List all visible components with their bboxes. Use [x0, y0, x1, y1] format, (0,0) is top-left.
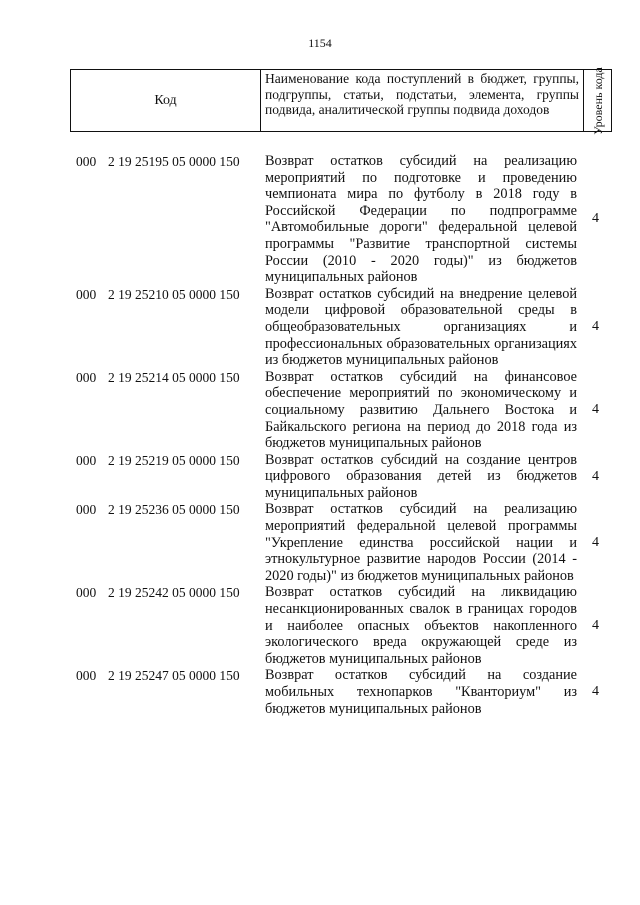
code-level: 4: [592, 211, 599, 227]
header-level-label: Уровень кода: [590, 66, 605, 135]
table-body: [70, 153, 612, 717]
admin-code: 000: [76, 369, 97, 385]
income-name: Возврат остатков субсидий на финансовое обеспечение мероприятий по экономическому и социальному развитию Дальнего Востока и Байкальского региона на период до 2018 года из бюджетов муниципальных районов: [265, 368, 577, 452]
income-name: Возврат остатков субсидий на реализацию мероприятий федеральной целевой программы "Укрепление единства российской нации и этнокультурное развитие народов России (2014 - 2020 годы)" из бюджетов муниципальных районов: [265, 501, 577, 584]
code-level: 4: [592, 617, 599, 633]
admin-code: 000: [76, 452, 97, 468]
table-row: [70, 286, 612, 369]
table-row: [70, 369, 612, 452]
table-row: [70, 667, 612, 717]
income-name: Возврат остатков субсидий на создание мобильных технопарков "Кванториум" из бюджетов муниципальных районов: [265, 667, 577, 717]
income-name: Возврат остатков субсидий на создание центров цифрового образования детей из бюджетов муниципальных районов: [265, 451, 577, 501]
header-name: Наименование кода поступлений в бюджет, группы, подгруппы, статьи, подстатьи, элемента, группы подвида, аналитической группы подвида доходов: [261, 70, 584, 131]
admin-code: 000: [76, 502, 97, 518]
admin-code: 000: [76, 585, 97, 601]
income-code: 2 19 25210 05 0000 150: [108, 286, 240, 302]
page-number: 1154: [308, 36, 332, 50]
code-level: 4: [592, 684, 599, 700]
income-code: 2 19 25247 05 0000 150: [108, 668, 240, 684]
table-row: [70, 153, 612, 286]
income-name: Возврат остатков субсидий на ликвидацию несанкционированных свалок в границах городов и наиболее опасных объектов накопленного экологического вреда окружающей среде из бюджетов муниципальных районов: [265, 584, 577, 667]
header-code: Код: [71, 70, 261, 131]
header-level: [584, 66, 611, 135]
income-name: Возврат остатков субсидий на внедрение целевой модели цифровой образовательной среды в общеобразовательных организациях и профессиональных образовательных организациях из бюджетов муниципальных районов: [265, 285, 577, 369]
income-code: 2 19 25219 05 0000 150: [108, 452, 240, 468]
income-code: 2 19 25214 05 0000 150: [108, 369, 240, 385]
admin-code: 000: [76, 668, 97, 684]
table-row: [70, 584, 612, 667]
admin-code: 000: [76, 286, 97, 302]
income-code: 2 19 25195 05 0000 150: [108, 154, 240, 169]
table-row: [70, 501, 612, 584]
admin-code: 000: [76, 154, 97, 169]
income-code: 2 19 25242 05 0000 150: [108, 585, 240, 601]
code-level: 4: [592, 319, 599, 335]
income-code: 2 19 25236 05 0000 150: [108, 502, 240, 518]
income-name: Возврат остатков субсидий на реализацию мероприятий по подготовке и проведению чемпионата мира по футболу в 2018 году в Российской Федерации по подпрограмме "Автомобильные дороги" федеральной целевой программы "Развитие транспортной системы России (2010 - 2020 годы)" из бюджетов муниципальных районов: [265, 153, 577, 286]
code-level: 4: [592, 468, 599, 484]
code-level: 4: [592, 402, 599, 418]
table-header: [70, 66, 612, 135]
code-level: 4: [592, 534, 599, 550]
table-row: [70, 452, 612, 502]
